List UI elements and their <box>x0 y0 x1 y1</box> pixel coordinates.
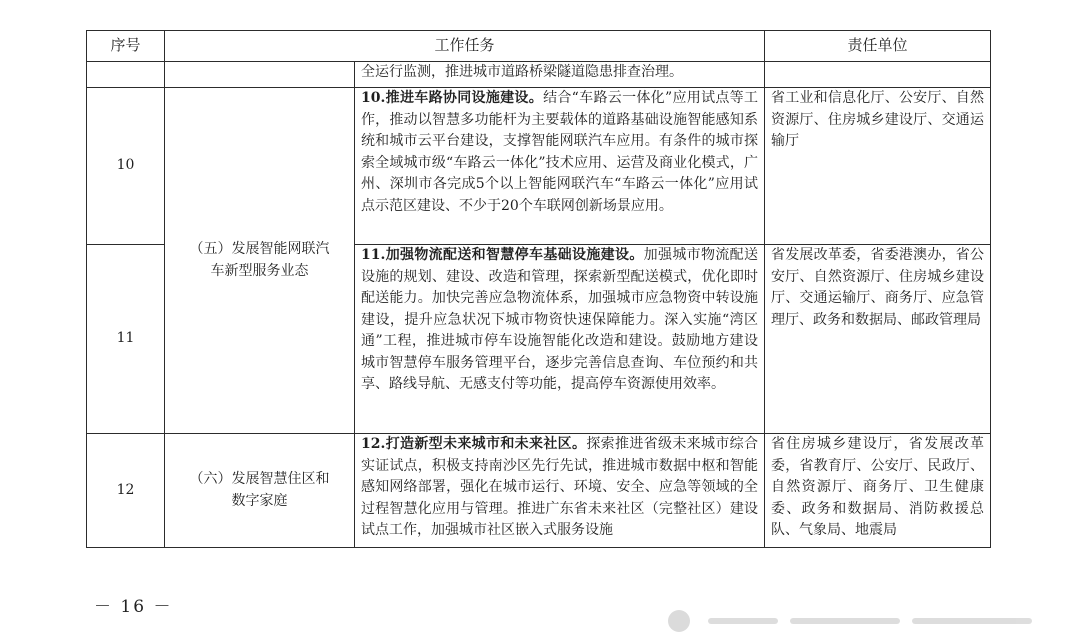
category-cell: （五）发展智能网联汽车新型服务业态 <box>165 88 355 434</box>
seq-cell: 10 <box>87 88 165 245</box>
task-cell <box>355 88 765 245</box>
task-title: 12.打造新型未来城市和未来社区。 <box>361 436 587 452</box>
table-header-row <box>87 31 991 62</box>
seq-cell <box>87 62 165 88</box>
table-row <box>87 434 991 548</box>
task-cell <box>355 245 765 434</box>
header-unit: 责任单位 <box>765 31 991 62</box>
unit-cell: 省住房城乡建设厅，省发展改革委，省教育厅、公安厅、民政厅、自然资源厅、商务厅、卫生健康委、政务和数据局、消防救援总队、气象局、地震局 <box>765 434 991 548</box>
watermark-bar <box>912 618 1032 624</box>
task-title: 10.推进车路协同设施建设。 <box>361 90 544 106</box>
watermark <box>660 606 1060 626</box>
unit-cell: 省发展改革委，省委港澳办，省公安厅、自然资源厅、住房城乡建设厅、交通运输厅、商务厅、应急管理厅、政务和数据局、邮政管理局 <box>765 245 991 434</box>
unit-cell: 省工业和信息化厅、公安厅、自然资源厅、住房城乡建设厅、交通运输厅 <box>765 88 991 245</box>
task-cell <box>355 434 765 548</box>
table-row <box>87 62 991 88</box>
task-body: 探索推进省级未来城市综合实证试点，积极支持南沙区先行先试，推进城市数据中枢和智能感知网络部署，强化在城市运行、环境、安全、应急等领域的全过程智慧化应用与管理。推进广东省未来社区（完整社区）建设试点工作，加强城市社区嵌入式服务设施 <box>361 436 758 538</box>
task-body: 结合“车路云一体化”应用试点等工作，推动以智慧多功能杆为主要载体的道路基础设施智能感知系统和城市云平台建设，支撑智能网联汽车应用。有条件的城市探索全域城市级“车路云一体化”技术应用、运营及商业化模式，广州、深圳市各完成5个以上智能网联汽车“车路云一体化”应用试点示范区建设、不少于20个车联网创新场景应用。 <box>361 90 758 214</box>
category-cell: （六）发展智慧住区和数字家庭 <box>165 434 355 548</box>
task-table <box>86 30 991 548</box>
header-seq: 序号 <box>87 31 165 62</box>
header-task: 工作任务 <box>165 31 765 62</box>
task-title: 11.加强物流配送和智慧停车基础设施建设。 <box>361 247 644 263</box>
seq-cell: 12 <box>87 434 165 548</box>
page-number: － 16 － <box>94 597 173 617</box>
seq-cell: 11 <box>87 245 165 434</box>
task-body: 加强城市物流配送设施的规划、建设、改造和管理，探索新型配送模式，优化即时配送能力。加快完善应急物流体系，加强城市应急物资中转设施建设，提升应急状况下城市物资快速保障能力。深入实施“湾区通”工程，推进城市停车设施智能化改造和建设。鼓励地方建设城市智慧停车服务管理平台，逐步完善信息查询、车位预约和共享、路线导航、无感支付等功能，提高停车资源使用效率。 <box>361 247 758 392</box>
task-cell: 全运行监测，推进城市道路桥梁隧道隐患排查治理。 <box>355 62 765 88</box>
category-cell <box>165 62 355 88</box>
watermark-bar <box>790 618 900 624</box>
watermark-logo-icon <box>668 610 690 632</box>
unit-cell <box>765 62 991 88</box>
watermark-bar <box>708 618 778 624</box>
table-row <box>87 88 991 245</box>
